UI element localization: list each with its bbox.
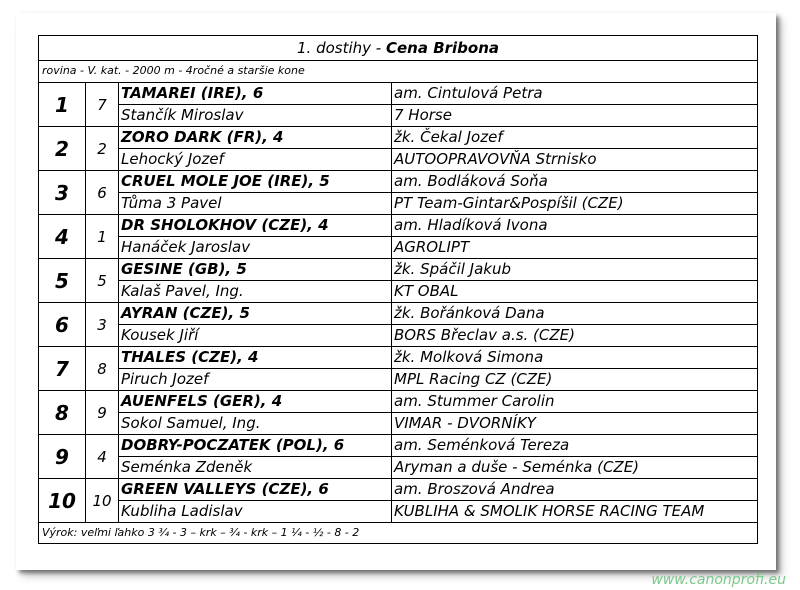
horse-name: DOBRY-POCZATEK (POL), 6 <box>119 435 391 457</box>
rider-stable-column <box>392 83 757 126</box>
start-number: 7 <box>86 83 119 126</box>
trainer-name: Seménka Zdeněk <box>121 458 253 476</box>
start-number: 9 <box>86 391 119 434</box>
rider-stable-column <box>392 259 757 302</box>
start-number: 3 <box>86 303 119 346</box>
entry-row <box>39 391 757 435</box>
finish-place: 1 <box>39 83 86 126</box>
stable-name: AGROLIPT <box>394 238 470 256</box>
entry-row <box>39 435 757 479</box>
rider-stable-column <box>392 303 757 346</box>
result-card-paper <box>16 13 776 570</box>
stable-name: KT OBAL <box>394 282 459 300</box>
finish-place: 3 <box>39 171 86 214</box>
trainer-name: Stančík Miroslav <box>121 106 244 124</box>
horse-name: TAMAREI (IRE), 6 <box>119 83 391 105</box>
stable-name: KUBLIHA & SMOLIK HORSE RACING TEAM <box>394 502 705 520</box>
rider-stable-column <box>392 435 757 478</box>
trainer-name: Lehocký Jozef <box>121 150 224 168</box>
entry-row <box>39 347 757 391</box>
rider-name: žk. Molková Simona <box>392 347 757 369</box>
trainer-name: Sokol Samuel, Ing. <box>121 414 261 432</box>
rider-name: am. Stummer Carolin <box>392 391 757 413</box>
race-name: Cena Bribona <box>385 39 500 57</box>
horse-trainer-column <box>119 259 392 302</box>
finish-place: 8 <box>39 391 86 434</box>
rider-stable-column <box>392 171 757 214</box>
rider-name: žk. Spáčil Jakub <box>392 259 757 281</box>
start-number: 10 <box>86 479 119 522</box>
horse-name: ZORO DARK (FR), 4 <box>119 127 391 149</box>
rider-stable-column <box>392 479 757 522</box>
trainer-name: Piruch Jozef <box>121 370 209 388</box>
rider-name: am. Broszová Andrea <box>392 479 757 501</box>
stable-name: PT Team-Gintar&Pospíšil (CZE) <box>394 194 624 212</box>
entry-row <box>39 479 757 523</box>
start-number: 5 <box>86 259 119 302</box>
horse-trainer-column <box>119 391 392 434</box>
race-margins: Výrok: veľmi ľahko 3 ¾ - 3 – krk – ¾ - krk – 1 ¼ - ½ - 8 - 2 <box>42 526 360 539</box>
horse-trainer-column <box>119 215 392 258</box>
stable-name: AUTOOPRAVOVŇA Strnisko <box>394 150 597 168</box>
entry-row <box>39 171 757 215</box>
horse-name: CRUEL MOLE JOE (IRE), 5 <box>119 171 391 193</box>
race-title <box>39 36 757 61</box>
horse-trainer-column <box>119 83 392 126</box>
race-number-label: 1. dostihy - <box>296 39 382 57</box>
stable-name: BORS Břeclav a.s. (CZE) <box>394 326 575 344</box>
finish-place: 6 <box>39 303 86 346</box>
entry-row <box>39 215 757 259</box>
stable-name: 7 Horse <box>394 106 452 124</box>
entry-row <box>39 127 757 171</box>
start-number: 1 <box>86 215 119 258</box>
entry-row <box>39 259 757 303</box>
rider-name: am. Hladíková Ivona <box>392 215 757 237</box>
trainer-name: Kubliha Ladislav <box>121 502 243 520</box>
horse-name: DR SHOLOKHOV (CZE), 4 <box>119 215 391 237</box>
horse-name: THALES (CZE), 4 <box>119 347 391 369</box>
start-number: 4 <box>86 435 119 478</box>
trainer-name: Tůma 3 Pavel <box>121 194 222 212</box>
entries-list <box>39 83 757 523</box>
horse-trainer-column <box>119 127 392 170</box>
start-number: 2 <box>86 127 119 170</box>
horse-name: GESINE (GB), 5 <box>119 259 391 281</box>
finish-place: 5 <box>39 259 86 302</box>
finish-place: 9 <box>39 435 86 478</box>
rider-stable-column <box>392 391 757 434</box>
finish-place: 10 <box>39 479 86 522</box>
horse-name: GREEN VALLEYS (CZE), 6 <box>119 479 391 501</box>
rider-name: am. Cintulová Petra <box>392 83 757 105</box>
horse-trainer-column <box>119 435 392 478</box>
horse-name: AUENFELS (GER), 4 <box>119 391 391 413</box>
finish-place: 2 <box>39 127 86 170</box>
trainer-name: Kalaš Pavel, Ing. <box>121 282 244 300</box>
rider-stable-column <box>392 127 757 170</box>
stable-name: VIMAR - DVORNÍKY <box>394 414 536 432</box>
rider-name: žk. Bořánková Dana <box>392 303 757 325</box>
trainer-name: Kousek Jiří <box>121 326 199 344</box>
rider-name: am. Seménková Tereza <box>392 435 757 457</box>
watermark: www.canonprofi.eu <box>651 572 786 588</box>
entry-row <box>39 83 757 127</box>
entry-row <box>39 303 757 347</box>
trainer-name: Hanáček Jaroslav <box>121 238 251 256</box>
rider-stable-column <box>392 347 757 390</box>
start-number: 6 <box>86 171 119 214</box>
finish-place: 7 <box>39 347 86 390</box>
horse-trainer-column <box>119 347 392 390</box>
horse-trainer-column <box>119 303 392 346</box>
race-result-table <box>38 35 758 544</box>
horse-trainer-column <box>119 171 392 214</box>
rider-name: am. Bodláková Soňa <box>392 171 757 193</box>
rider-name: žk. Čekal Jozef <box>392 127 757 149</box>
stable-name: Aryman a duše - Seménka (CZE) <box>394 458 640 476</box>
race-conditions: rovina - V. kat. - 2000 m - 4ročné a staršie kone <box>39 61 757 83</box>
start-number: 8 <box>86 347 119 390</box>
finish-place: 4 <box>39 215 86 258</box>
horse-trainer-column <box>119 479 392 522</box>
rider-stable-column <box>392 215 757 258</box>
horse-name: AYRAN (CZE), 5 <box>119 303 391 325</box>
stable-name: MPL Racing CZ (CZE) <box>394 370 553 388</box>
